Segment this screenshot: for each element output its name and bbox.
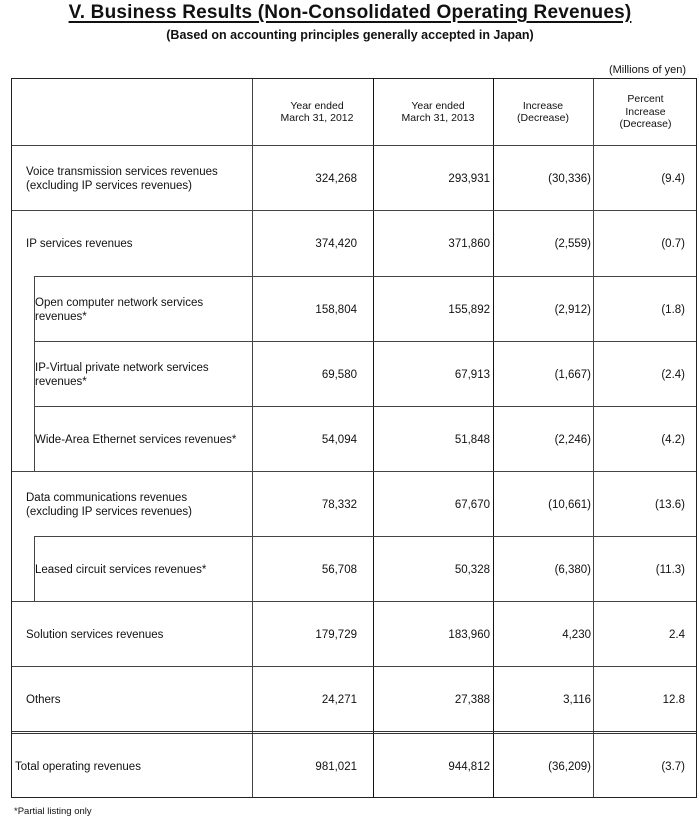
- change-value: (6,380): [554, 563, 591, 576]
- footnote: *Partial listing only: [14, 806, 92, 817]
- table-row: [12, 666, 696, 732]
- row-label: IP services revenues: [26, 238, 133, 250]
- percent-value: 12.8: [662, 693, 685, 706]
- row-label: Voice transmission services revenues (excluding IP services revenues): [26, 165, 218, 192]
- percent-value: (2.4): [661, 368, 685, 381]
- page-title: V. Business Results (Non-Consolidated Operating Revenues): [68, 2, 632, 23]
- percent-value: (13.6): [654, 498, 685, 511]
- fy2012-value: 158,804: [315, 303, 357, 316]
- row-label: Others: [26, 693, 61, 706]
- percent-value: 2.4: [669, 628, 685, 641]
- table-row: [34, 406, 696, 472]
- fy2013-value: 67,913: [454, 368, 490, 381]
- fy2012-value: 56,708: [321, 563, 357, 576]
- change-value: (2,246): [554, 433, 591, 446]
- fy2012-value: 324,268: [315, 172, 357, 185]
- fy2013-value: 51,848: [454, 433, 490, 446]
- percent-value: (4.2): [661, 433, 685, 446]
- fy2013-value: 50,328: [454, 563, 490, 576]
- table-row: [12, 145, 696, 211]
- change-value: (30,336): [548, 172, 591, 185]
- fy2013-value: 944,812: [448, 760, 490, 773]
- change-value: (10,661): [548, 498, 591, 511]
- revenues-table: [11, 78, 697, 798]
- fy2013-value: 67,670: [454, 498, 490, 511]
- header-row: [12, 79, 696, 145]
- change-value: (1,667): [554, 368, 591, 381]
- row-label: Leased circuit services revenues*: [35, 563, 207, 576]
- fy2013-value: 293,931: [448, 172, 490, 185]
- table-row: [12, 601, 696, 667]
- table-row: [34, 341, 696, 407]
- row-label: Total operating revenues: [15, 760, 141, 773]
- change-value: (36,209): [548, 760, 591, 773]
- row-label: Solution services revenues: [26, 628, 164, 641]
- table-row: [12, 471, 696, 537]
- fy2013-value: 371,860: [448, 238, 490, 250]
- row-label: Wide-Area Ethernet services revenues*: [35, 433, 237, 446]
- percent-value: (3.7): [661, 760, 685, 773]
- units-note: (Millions of yen): [608, 64, 686, 76]
- row-label: IP-Virtual private network services revenues*: [35, 361, 209, 388]
- table-row: [12, 210, 696, 277]
- change-value: 3,116: [563, 693, 591, 706]
- fy2012-value: 78,332: [321, 498, 357, 511]
- fy2012-value: 69,580: [321, 368, 357, 381]
- percent-value: (11.3): [655, 563, 685, 576]
- percent-value: (9.4): [661, 172, 685, 185]
- page-subtitle: (Based on accounting principles generally accepted in Japan): [166, 28, 534, 42]
- table-row: [34, 276, 696, 342]
- change-value: 4,230: [562, 628, 591, 641]
- total-row: [12, 731, 696, 799]
- header-fy2012: Year ended March 31, 2012: [280, 99, 354, 124]
- percent-value: (1.8): [661, 303, 685, 316]
- header-fy2013: Year ended March 31, 2013: [401, 99, 475, 124]
- fy2013-value: 183,960: [448, 628, 490, 641]
- header-percent: Percent Increase (Decrease): [619, 93, 672, 131]
- header-increase: Increase (Decrease): [517, 99, 569, 124]
- fy2012-value: 374,420: [315, 238, 357, 250]
- fy2012-value: 24,271: [321, 693, 357, 706]
- fy2012-value: 981,021: [315, 760, 357, 773]
- fy2013-value: 155,892: [448, 303, 490, 316]
- row-label: Data communications revenues (excluding IP services revenues): [26, 491, 192, 518]
- change-value: (2,559): [554, 238, 591, 250]
- row-label: Open computer network services revenues*: [35, 296, 204, 323]
- fy2012-value: 54,094: [321, 433, 357, 446]
- fy2012-value: 179,729: [315, 628, 357, 641]
- fy2013-value: 27,388: [454, 693, 490, 706]
- table-row: [34, 536, 696, 602]
- percent-value: (0.7): [661, 238, 685, 250]
- change-value: (2,912): [554, 303, 591, 316]
